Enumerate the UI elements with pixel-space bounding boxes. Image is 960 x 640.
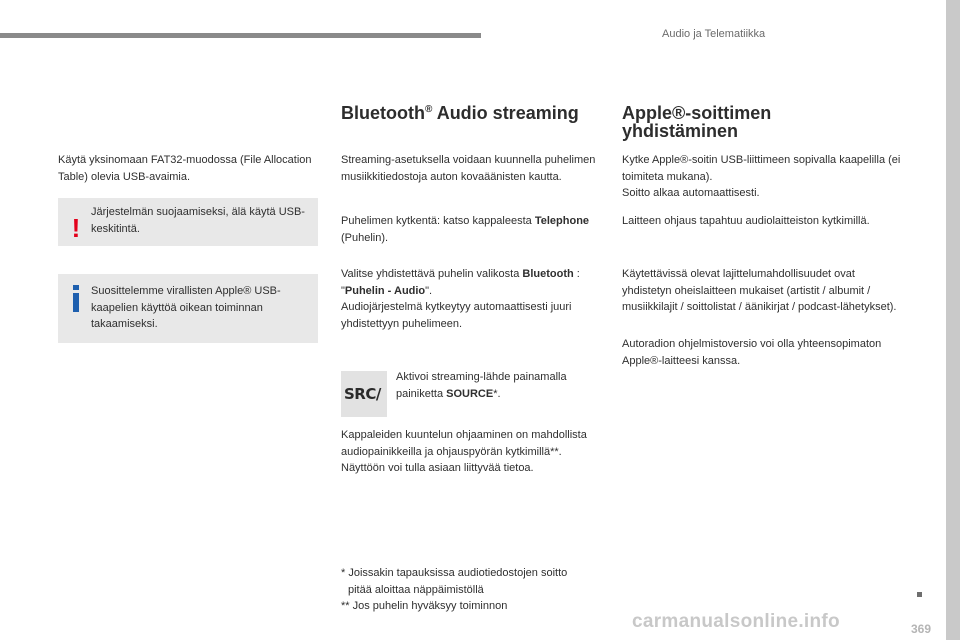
apple-connect-text: Kytke Apple®-soitin USB-liittimeen sopivalla kaapelilla (ei toimiteta mukana). Soitto alkaa automaattisesti. bbox=[622, 154, 901, 199]
page-number: 369 bbox=[911, 622, 932, 636]
apple-control-text: Laitteen ohjaus tapahtuu audiolaitteiston kytkimillä. bbox=[622, 215, 870, 227]
source-activation-text: Aktivoi streaming-lähde painamalla painiketta SOURCE*. bbox=[396, 371, 567, 400]
phone-connection-text: Puhelimen kytkentä: katso kappaleesta Telephone (Puhelin). bbox=[341, 215, 590, 244]
warning-exclamation-icon: ! bbox=[71, 213, 81, 243]
info-box bbox=[58, 274, 318, 343]
info-text: Suosittelemme virallisten Apple® USB-kaapelien käyttöä oikean toiminnan takaamiseksi. bbox=[91, 285, 281, 330]
end-marker bbox=[917, 592, 922, 597]
warning-box bbox=[58, 198, 318, 246]
footnote-2: ** Jos puhelin hyväksyy toiminnon bbox=[341, 600, 508, 612]
track-control-text: Kappaleiden kuuntelun ohjaaminen on mahdollista audiopainikkeilla ja ohjauspyörän kytkimillä**. Näyttöön voi tulla asiaan liittyvää tietoa. bbox=[341, 429, 587, 474]
footnote-1: * Joissakin tapauksissa audiotiedostojen soitto pitää aloittaa näppäimistöllä bbox=[341, 567, 568, 596]
info-icon bbox=[73, 285, 79, 311]
footnotes bbox=[341, 565, 603, 615]
bluetooth-heading: Bluetooth® Audio streaming bbox=[341, 103, 579, 123]
warning-text: Järjestelmän suojaamiseksi, älä käytä USB-keskitintä. bbox=[91, 206, 305, 235]
select-phone-text: Valitse yhdistettävä puhelin valikosta Bluetooth : "Puhelin - Audio". Audiojärjestelmä kytkeytyy automaattisesti juuri yhdistettyyn puhelimeen. bbox=[341, 268, 580, 330]
watermark: carmanualsonline.info bbox=[632, 611, 840, 632]
src-button-icon: SRC/ bbox=[341, 371, 387, 417]
fat32-note: Käytä yksinomaan FAT32-muodossa (File Allocation Table) olevia USB-avaimia. bbox=[58, 154, 312, 183]
streaming-intro: Streaming-asetuksella voidaan kuunnella puhelimen musiikkitiedostoja auton kovaäänisten kautta. bbox=[341, 154, 596, 183]
section-title: Audio ja Telematiikka bbox=[662, 28, 766, 40]
apple-heading: Apple®-soittimen yhdistäminen bbox=[622, 103, 772, 141]
page-edge-bar bbox=[946, 0, 960, 640]
header-rule bbox=[0, 33, 481, 38]
software-compat-text: Autoradion ohjelmistoversio voi olla yhteensopimaton Apple®-laitteesi kanssa. bbox=[622, 338, 882, 367]
sorting-options-text: Käytettävissä olevat lajittelumahdollisuudet ovat yhdistetyn oheislaitteen mukaiset (artistit / albumit / musiikkilajit / soittolistat / äänikirjat / podcast-lähetykset). bbox=[622, 268, 897, 313]
